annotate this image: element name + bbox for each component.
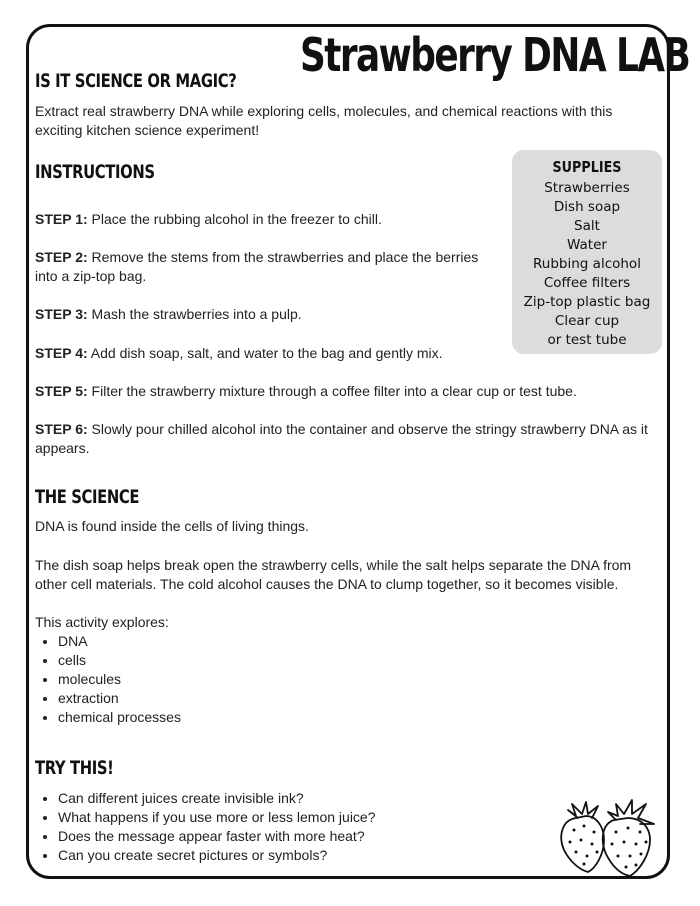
question-item: • Does the message appear faster with more heat?	[58, 827, 376, 846]
supplies-box	[512, 150, 662, 354]
supplies-list	[512, 179, 662, 350]
page-title: Strawberry DNA LAB	[300, 28, 690, 82]
supply-item: Salt	[574, 218, 600, 234]
supply-item: Coffee filters	[543, 275, 631, 291]
step-label: STEP 6:	[35, 421, 88, 437]
supply-item: Dish soap	[553, 199, 621, 215]
step-text: Remove the stems from the strawberries and place the berries into a zip-top bag.	[35, 249, 479, 284]
step-5	[35, 382, 655, 401]
topic-item: • molecules	[58, 670, 181, 689]
step-label: STEP 5:	[35, 383, 88, 399]
supply-item: or test tube	[547, 332, 627, 348]
supply-item: Rubbing alcohol	[533, 256, 641, 272]
intro-heading: IS IT SCIENCE OR MAGIC?	[35, 70, 237, 92]
supplies-heading: SUPPLIES	[552, 158, 622, 176]
question-item: • What happens if you use more or less lemon juice?	[58, 808, 376, 827]
instructions-heading: INSTRUCTIONS	[35, 161, 155, 183]
supply-item: Zip-top plastic bag	[523, 294, 651, 310]
step-text: Filter the strawberry mixture through a coffee filter into a clear cup or test tube.	[87, 383, 577, 399]
topic-item: • extraction	[58, 689, 181, 708]
topic-item: • DNA	[58, 632, 181, 651]
supply-item: Water	[567, 237, 607, 253]
science-p2: The dish soap helps break open the strawberry cells, while the salt helps separate the DNA from other cell materials. The cold alcohol causes the DNA to clump together, so it becomes visible.	[35, 557, 632, 592]
question-item: • Can you create secret pictures or symbols?	[58, 846, 376, 865]
question-item: • Can different juices create invisible ink?	[58, 789, 376, 808]
step-text: Slowly pour chilled alcohol into the container and observe the stringy strawberry DNA as it appears.	[35, 421, 648, 456]
intro-text: Extract real strawberry DNA while exploring cells, molecules, and chemical reactions with this exciting kitchen science experiment!	[35, 103, 613, 138]
science-p1: DNA is found inside the cells of living things.	[35, 518, 309, 534]
step-label: STEP 3:	[35, 306, 88, 322]
step-text: Place the rubbing alcohol in the freezer to chill.	[87, 211, 382, 227]
supply-item: Clear cup	[554, 313, 620, 329]
supply-item: Strawberries	[544, 180, 630, 196]
step-2	[35, 248, 485, 286]
step-label: STEP 4:	[35, 345, 88, 361]
step-text: Add dish soap, salt, and water to the bag and gently mix.	[87, 345, 443, 361]
try-this-heading: TRY THIS!	[35, 757, 114, 779]
science-p3: This activity explores:	[35, 614, 169, 630]
step-text: Mash the strawberries into a pulp.	[87, 306, 302, 322]
science-heading: THE SCIENCE	[35, 486, 140, 508]
strawberries-icon	[554, 796, 662, 878]
step-label: STEP 2:	[35, 249, 88, 265]
topic-item: • chemical processes	[58, 708, 181, 727]
topic-item: • cells	[58, 651, 181, 670]
topics-list	[35, 632, 181, 727]
step-6	[35, 420, 655, 458]
questions-list	[35, 789, 376, 865]
step-label: STEP 1:	[35, 211, 88, 227]
